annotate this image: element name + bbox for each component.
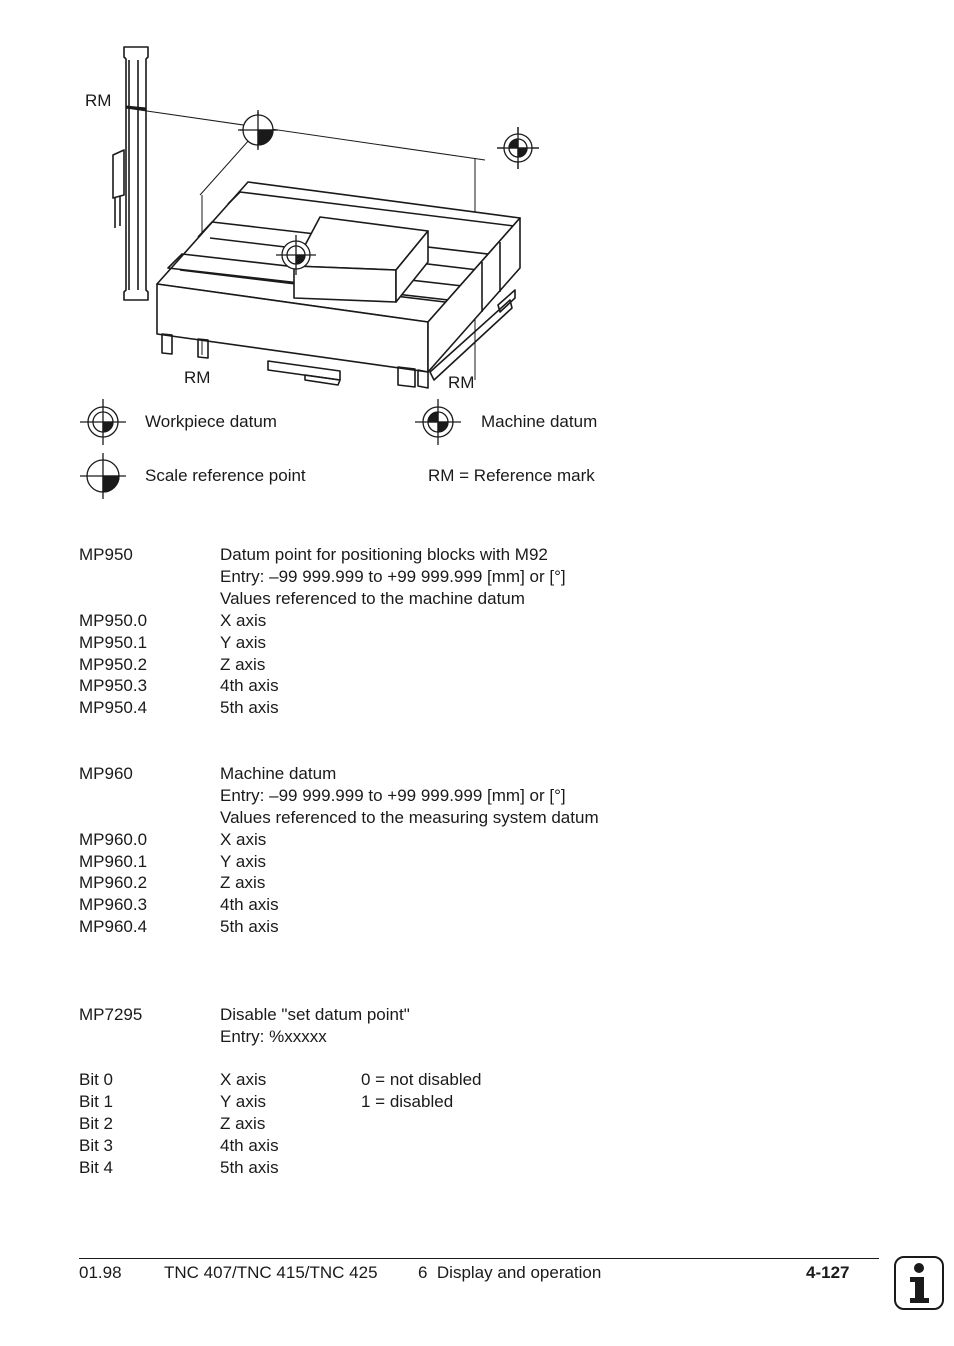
scale-reference-point-marker	[238, 110, 278, 150]
param-text: X axis	[220, 611, 267, 630]
bit-name: Bit 3	[79, 1136, 114, 1155]
param-name: MP7295	[79, 1005, 143, 1024]
param-name: MP960.3	[79, 895, 148, 914]
param-row	[0, 916, 954, 938]
param-name: MP950	[79, 545, 133, 564]
rm-label-front: RM	[184, 368, 211, 387]
param-text: 4th axis	[220, 895, 279, 914]
bit-axis: 4th axis	[220, 1136, 279, 1155]
param-row	[0, 851, 954, 873]
param-text: Disable "set datum point"	[220, 1005, 410, 1024]
rm-label-column: RM	[85, 91, 112, 110]
param-row	[0, 566, 954, 588]
param-text: Y axis	[220, 852, 266, 871]
param-text: Datum point for positioning blocks with M92	[220, 545, 548, 564]
param-name: MP950.4	[79, 698, 148, 717]
param-text: Values referenced to the machine datum	[220, 589, 525, 608]
bit-axis: 5th axis	[220, 1158, 279, 1177]
param-name: MP960.0	[79, 830, 148, 849]
bit-value: 1 = disabled	[361, 1092, 454, 1111]
bit-row	[0, 1069, 954, 1091]
param-name: MP960	[79, 764, 133, 783]
machine-datum-icon	[415, 399, 461, 445]
bit-name: Bit 0	[79, 1070, 114, 1089]
scale-reference-point-icon	[80, 453, 126, 499]
param-text: 5th axis	[220, 917, 279, 936]
bit-axis: X axis	[220, 1070, 267, 1089]
legend-machine-datum: Machine datum	[481, 412, 598, 431]
workpiece-datum-icon	[80, 399, 126, 445]
param-row	[0, 697, 954, 719]
param-text: Entry: %xxxxx	[220, 1027, 327, 1046]
legend-scale-reference-point: Scale reference point	[145, 466, 306, 485]
bit-name: Bit 4	[79, 1158, 114, 1177]
param-row	[0, 675, 954, 697]
footer-model: TNC 407/TNC 415/TNC 425	[164, 1263, 378, 1282]
param-row	[0, 807, 954, 829]
param-row	[0, 1026, 954, 1048]
bit-row	[0, 1157, 954, 1179]
bit-row	[0, 1113, 954, 1135]
machine-datum-marker	[497, 127, 539, 169]
param-row	[0, 544, 954, 566]
bit-value: 0 = not disabled	[361, 1070, 482, 1089]
param-row	[0, 894, 954, 916]
param-row	[0, 588, 954, 610]
bit-axis: Y axis	[220, 1092, 266, 1111]
param-name: MP950.1	[79, 633, 148, 652]
param-name: MP960.4	[79, 917, 148, 936]
legend-reference-mark: RM = Reference mark	[428, 466, 595, 485]
param-text: Machine datum	[220, 764, 337, 783]
bit-row	[0, 1135, 954, 1157]
machine-diagram	[0, 0, 954, 500]
param-name: MP950.3	[79, 676, 148, 695]
param-text: Z axis	[220, 655, 266, 674]
param-row	[0, 829, 954, 851]
param-text: Entry: –99 999.999 to +99 999.999 [mm] or [°]	[220, 567, 566, 586]
param-row	[0, 610, 954, 632]
param-text: Values referenced to the measuring system datum	[220, 808, 599, 827]
legend-workpiece-datum: Workpiece datum	[145, 412, 277, 431]
rm-label-right: RM	[448, 373, 475, 392]
param-name: MP960.2	[79, 873, 148, 892]
param-row	[0, 654, 954, 676]
footer-chapter: 6 Display and operation	[418, 1263, 602, 1282]
bit-axis: Z axis	[220, 1114, 266, 1133]
param-row	[0, 763, 954, 785]
param-text: X axis	[220, 830, 267, 849]
param-text: Entry: –99 999.999 to +99 999.999 [mm] or [°]	[220, 786, 566, 805]
param-row	[0, 785, 954, 807]
info-icon	[894, 1256, 944, 1310]
param-text: 4th axis	[220, 676, 279, 695]
footer-date: 01.98	[79, 1263, 122, 1282]
bit-name: Bit 1	[79, 1092, 114, 1111]
param-text: 5th axis	[220, 698, 279, 717]
param-row	[0, 872, 954, 894]
param-name: MP960.1	[79, 852, 148, 871]
bit-row	[0, 1091, 954, 1113]
param-name: MP950.0	[79, 611, 148, 630]
bit-name: Bit 2	[79, 1114, 114, 1133]
param-row	[0, 632, 954, 654]
param-text: Y axis	[220, 633, 266, 652]
page-number: 4-127	[806, 1263, 850, 1282]
param-text: Z axis	[220, 873, 266, 892]
param-row	[0, 1004, 954, 1026]
param-name: MP950.2	[79, 655, 148, 674]
footer-divider	[79, 1258, 879, 1259]
